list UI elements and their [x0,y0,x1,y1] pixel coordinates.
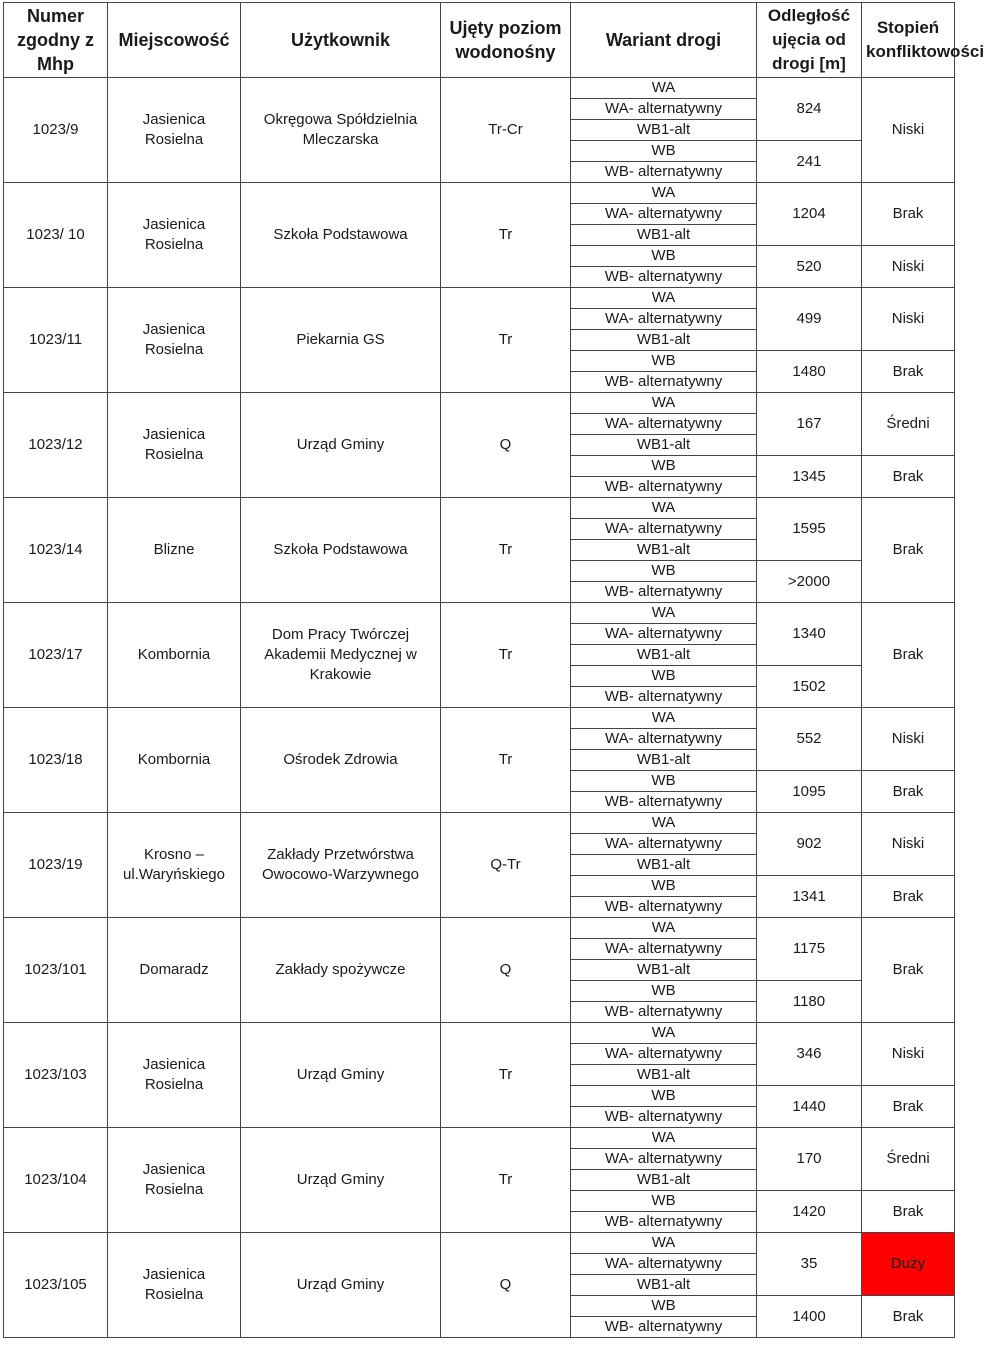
cell-wariant: WB [571,876,757,897]
cell-poziom: Tr [441,1128,571,1233]
cell-odleglosc: 1175 [757,918,862,981]
cell-uzytkownik: Urząd Gminy [241,393,441,498]
cell-stopien: Niski [862,246,955,288]
cell-poziom: Tr-Cr [441,78,571,183]
cell-wariant: WB1-alt [571,1170,757,1191]
cell-wariant: WB [571,351,757,372]
cell-odleglosc: 1204 [757,183,862,246]
cell-stopien: Brak [862,1086,955,1128]
water-intake-table [3,2,984,1338]
cell-wariant: WA- alternatywny [571,99,757,120]
cell-wariant: WA [571,603,757,624]
cell-numer: 1023/103 [4,1023,108,1128]
cell-wariant: WB [571,141,757,162]
cell-uzytkownik: Urząd Gminy [241,1233,441,1338]
table-body [4,78,955,1338]
cell-wariant: WB1-alt [571,960,757,981]
cell-wariant: WB1-alt [571,1275,757,1296]
cell-odleglosc: >2000 [757,561,862,603]
header-poziom: Ujęty poziom wodonośny [441,3,571,78]
cell-wariant: WA [571,1128,757,1149]
cell-miejscowosc: Kombornia [108,603,241,708]
cell-wariant: WA [571,498,757,519]
cell-wariant: WA- alternatywny [571,624,757,645]
header-stopien: Stopień konfliktowości [862,3,955,78]
cell-wariant: WB1-alt [571,1065,757,1086]
cell-wariant: WA- alternatywny [571,204,757,225]
header-odleglosc: Odległość ujęcia od drogi [m] [757,3,862,78]
cell-stopien: Brak [862,771,955,813]
cell-miejscowosc: Jasienica Rosielna [108,1233,241,1338]
cell-wariant: WA [571,813,757,834]
cell-odleglosc: 1480 [757,351,862,393]
cell-wariant: WA [571,183,757,204]
cell-numer: 1023/17 [4,603,108,708]
cell-wariant: WA [571,78,757,99]
header-wariant: Wariant drogi [571,3,757,78]
cell-numer: 1023/105 [4,1233,108,1338]
cell-miejscowosc: Krosno – ul.Waryńskiego [108,813,241,918]
cell-wariant: WB- alternatywny [571,687,757,708]
cell-stopien: Niski [862,813,955,876]
cell-wariant: WA- alternatywny [571,1149,757,1170]
cell-wariant: WB [571,1086,757,1107]
cell-miejscowosc: Jasienica Rosielna [108,183,241,288]
cell-poziom: Tr [441,708,571,813]
cell-wariant: WB1-alt [571,645,757,666]
cell-uzytkownik: Urząd Gminy [241,1023,441,1128]
cell-odleglosc: 520 [757,246,862,288]
cell-miejscowosc: Domaradz [108,918,241,1023]
cell-wariant: WA [571,1023,757,1044]
cell-wariant: WA- alternatywny [571,1254,757,1275]
cell-odleglosc: 1345 [757,456,862,498]
cell-uzytkownik: Szkoła Podstawowa [241,183,441,288]
cell-wariant: WA- alternatywny [571,309,757,330]
cell-odleglosc: 1420 [757,1191,862,1233]
cell-uzytkownik: Dom Pracy Twórczej Akademii Medycznej w Krakowie [241,603,441,708]
cell-uzytkownik: Szkoła Podstawowa [241,498,441,603]
cell-stopien: Brak [862,498,955,603]
cell-uzytkownik: Urząd Gminy [241,1128,441,1233]
cell-numer: 1023/11 [4,288,108,393]
cell-wariant: WA- alternatywny [571,414,757,435]
cell-wariant: WB- alternatywny [571,582,757,603]
cell-miejscowosc: Jasienica Rosielna [108,78,241,183]
cell-miejscowosc: Kombornia [108,708,241,813]
table-row [4,813,955,834]
header-uzytkownik: Użytkownik [241,3,441,78]
cell-wariant: WA- alternatywny [571,729,757,750]
cell-wariant: WB- alternatywny [571,477,757,498]
cell-odleglosc: 35 [757,1233,862,1296]
cell-wariant: WB- alternatywny [571,1317,757,1338]
cell-stopien: Brak [862,351,955,393]
cell-stopien: Brak [862,876,955,918]
cell-miejscowosc: Jasienica Rosielna [108,288,241,393]
cell-numer: 1023/18 [4,708,108,813]
cell-wariant: WB1-alt [571,750,757,771]
cell-odleglosc: 1440 [757,1086,862,1128]
header-row [4,3,955,78]
cell-odleglosc: 170 [757,1128,862,1191]
cell-wariant: WB [571,981,757,1002]
table-row [4,918,955,939]
cell-odleglosc: 1340 [757,603,862,666]
cell-wariant: WB1-alt [571,225,757,246]
cell-wariant: WB1-alt [571,540,757,561]
cell-wariant: WB [571,246,757,267]
table-row [4,1128,955,1149]
cell-wariant: WB- alternatywny [571,792,757,813]
cell-odleglosc: 1341 [757,876,862,918]
cell-wariant: WB [571,561,757,582]
table-row [4,78,955,99]
table-row [4,603,955,624]
cell-numer: 1023/14 [4,498,108,603]
cell-wariant: WA [571,1233,757,1254]
cell-stopien: Niski [862,1023,955,1086]
cell-numer: 1023/9 [4,78,108,183]
cell-poziom: Q-Tr [441,813,571,918]
cell-poziom: Q [441,1233,571,1338]
cell-numer: 1023/ 10 [4,183,108,288]
cell-stopien: Brak [862,1191,955,1233]
cell-stopien: Niski [862,78,955,183]
table-row [4,183,955,204]
cell-odleglosc: 1595 [757,498,862,561]
cell-stopien: Niski [862,288,955,351]
cell-miejscowosc: Jasienica Rosielna [108,393,241,498]
cell-wariant: WB- alternatywny [571,897,757,918]
cell-wariant: WB [571,771,757,792]
cell-wariant: WB1-alt [571,435,757,456]
cell-miejscowosc: Jasienica Rosielna [108,1023,241,1128]
cell-stopien: Brak [862,603,955,708]
table-row [4,1233,955,1254]
cell-poziom: Q [441,918,571,1023]
cell-wariant: WB- alternatywny [571,1212,757,1233]
cell-odleglosc: 167 [757,393,862,456]
cell-poziom: Tr [441,498,571,603]
cell-odleglosc: 552 [757,708,862,771]
cell-poziom: Tr [441,603,571,708]
table-row [4,708,955,729]
cell-stopien: Niski [862,708,955,771]
cell-stopien: Średni [862,1128,955,1191]
cell-stopien: Brak [862,456,955,498]
cell-numer: 1023/12 [4,393,108,498]
cell-wariant: WA- alternatywny [571,1044,757,1065]
table-row [4,288,955,309]
cell-numer: 1023/101 [4,918,108,1023]
cell-poziom: Tr [441,183,571,288]
table-row [4,393,955,414]
cell-wariant: WB- alternatywny [571,1107,757,1128]
cell-wariant: WB- alternatywny [571,162,757,183]
cell-uzytkownik: Zakłady spożywcze [241,918,441,1023]
cell-wariant: WB1-alt [571,120,757,141]
cell-wariant: WA- alternatywny [571,834,757,855]
cell-odleglosc: 824 [757,78,862,141]
cell-uzytkownik: Okręgowa Spółdzielnia Mleczarska [241,78,441,183]
cell-poziom: Tr [441,1023,571,1128]
table-row [4,1023,955,1044]
cell-stopien: Brak [862,1296,955,1338]
cell-wariant: WB [571,666,757,687]
cell-stopien: Brak [862,918,955,1023]
cell-miejscowosc: Jasienica Rosielna [108,1128,241,1233]
cell-odleglosc: 1400 [757,1296,862,1338]
cell-wariant: WB [571,1296,757,1317]
cell-wariant: WB [571,1191,757,1212]
header-miejscowosc: Miejscowość [108,3,241,78]
cell-odleglosc: 1180 [757,981,862,1023]
header-numer: Numer zgodny z Mhp [4,3,108,78]
cell-numer: 1023/104 [4,1128,108,1233]
cell-odleglosc: 346 [757,1023,862,1086]
cell-odleglosc: 499 [757,288,862,351]
cell-poziom: Tr [441,288,571,393]
cell-uzytkownik: Ośrodek Zdrowia [241,708,441,813]
cell-wariant: WA- alternatywny [571,939,757,960]
cell-poziom: Q [441,393,571,498]
table-row [4,498,955,519]
cell-wariant: WB- alternatywny [571,372,757,393]
cell-miejscowosc: Blizne [108,498,241,603]
cell-stopien: Brak [862,183,955,246]
cell-stopien: Duży [862,1233,955,1296]
cell-uzytkownik: Zakłady Przetwórstwa Owocowo-Warzywnego [241,813,441,918]
cell-wariant: WB- alternatywny [571,267,757,288]
cell-odleglosc: 1502 [757,666,862,708]
cell-wariant: WB1-alt [571,330,757,351]
cell-wariant: WA- alternatywny [571,519,757,540]
cell-wariant: WA [571,918,757,939]
cell-numer: 1023/19 [4,813,108,918]
cell-wariant: WB [571,456,757,477]
cell-wariant: WA [571,288,757,309]
cell-wariant: WB1-alt [571,855,757,876]
cell-odleglosc: 1095 [757,771,862,813]
cell-odleglosc: 902 [757,813,862,876]
cell-uzytkownik: Piekarnia GS [241,288,441,393]
cell-odleglosc: 241 [757,141,862,183]
cell-wariant: WA [571,708,757,729]
cell-wariant: WB- alternatywny [571,1002,757,1023]
cell-wariant: WA [571,393,757,414]
cell-stopien: Średni [862,393,955,456]
